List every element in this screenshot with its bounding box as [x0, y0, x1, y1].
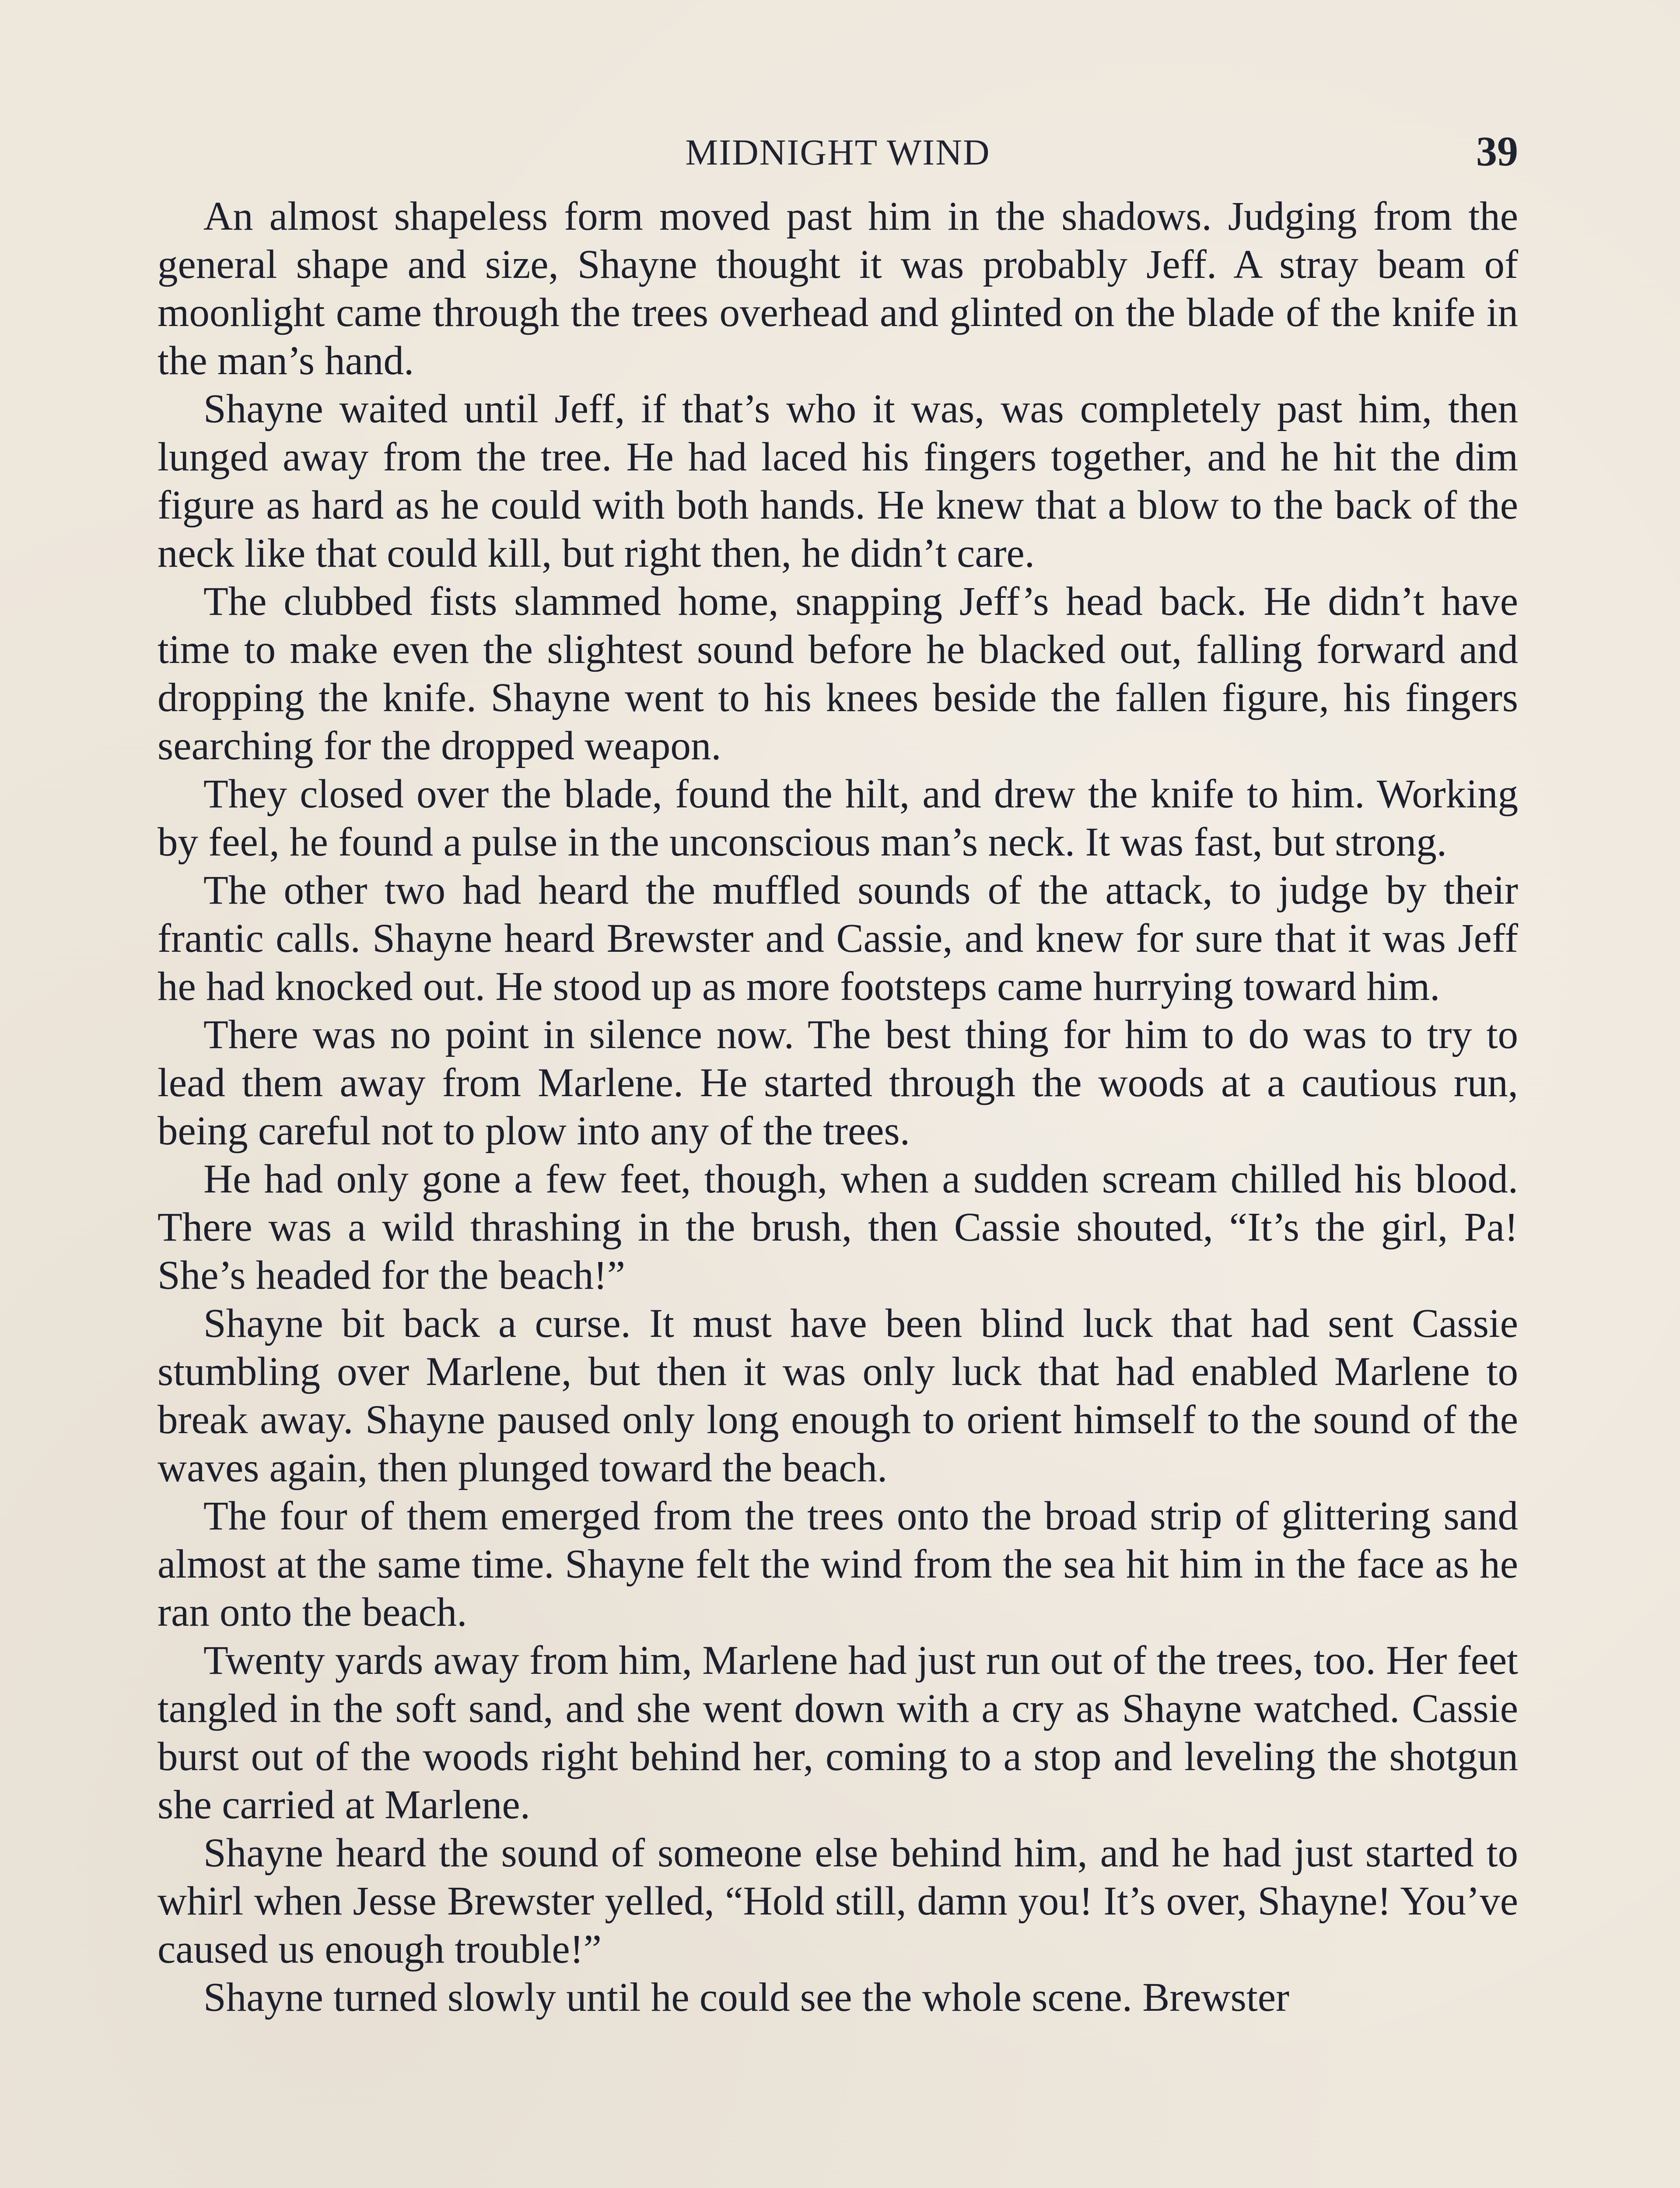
- paragraph: Shayne heard the sound of someone else behind him, and he had just started to whirl when Jesse Brewster yelled, “Hold still, damn you! It’s over, Shayne! You’ve caused us enough trouble!”: [158, 1830, 1518, 1972]
- body-text: [158, 193, 1518, 2022]
- paragraph: Shayne waited until Jeff, if that’s who it was, was completely past him, then lunged away from the tree. He had laced his fingers together, and he hit the dim figure as hard as he could with both hands. He knew that a blow to the back of the neck like that could kill, but right then, he didn’t care.: [158, 386, 1518, 576]
- paragraph: He had only gone a few feet, though, when a sudden scream chilled his blood. There was a wild thrashing in the brush, then Cassie shouted, “It’s the girl, Pa! She’s headed for the beach!”: [158, 1157, 1518, 1298]
- running-title: MIDNIGHT WIND: [685, 132, 990, 173]
- paragraph: The other two had heard the muffled sounds of the attack, to judge by their frantic calls. Shayne heard Brewster and Cassie, and knew for sure that it was Jeff he had knocked out. He stood up as more footsteps came hurrying toward him.: [158, 868, 1518, 1009]
- paragraph: Twenty yards away from him, Marlene had just run out of the trees, too. Her feet tangled in the soft sand, and she went down with a cry as Shayne watched. Cassie burst out of the woods right behind her, coming to a stop and leveling the shotgun she carried at Marlene.: [158, 1638, 1518, 1827]
- paragraph: The clubbed fists slammed home, snapping Jeff’s head back. He didn’t have time to make even the slightest sound before he blacked out, falling forward and dropping the knife. Shayne went to his knees beside the fallen figure, his fingers searching for the dropped weapon.: [158, 579, 1518, 768]
- paragraph: There was no point in silence now. The best thing for him to do was to try to lead them away from Marlene. He started through the woods at a cautious run, being careful not to plow into any of the trees.: [158, 1012, 1518, 1154]
- paragraph: The four of them emerged from the trees onto the broad strip of glittering sand almost at the same time. Shayne felt the wind from the sea hit him in the face as he ran onto the beach.: [158, 1494, 1518, 1635]
- paragraph: Shayne turned slowly until he could see the whole scene. Brewster: [203, 1975, 1289, 2020]
- paragraph: An almost shapeless form moved past him in the shadows. Judging from the general shape and size, Shayne thought it was probably Jeff. A stray beam of moonlight came through the trees overhead and glinted on the blade of the knife in the man’s hand.: [158, 194, 1518, 383]
- paragraph: Shayne bit back a curse. It must have been blind luck that had sent Cassie stumbling over Marlene, but then it was only luck that had enabled Marlene to break away. Shayne paused only long enough to orient himself to the sound of the waves again, then plunged toward the beach.: [158, 1301, 1518, 1490]
- paragraph: They closed over the blade, found the hilt, and drew the knife to him. Working by feel, he found a pulse in the unconscious man’s neck. It was fast, but strong.: [158, 771, 1518, 865]
- page-header: [158, 127, 1518, 184]
- page-number: 39: [1476, 128, 1518, 175]
